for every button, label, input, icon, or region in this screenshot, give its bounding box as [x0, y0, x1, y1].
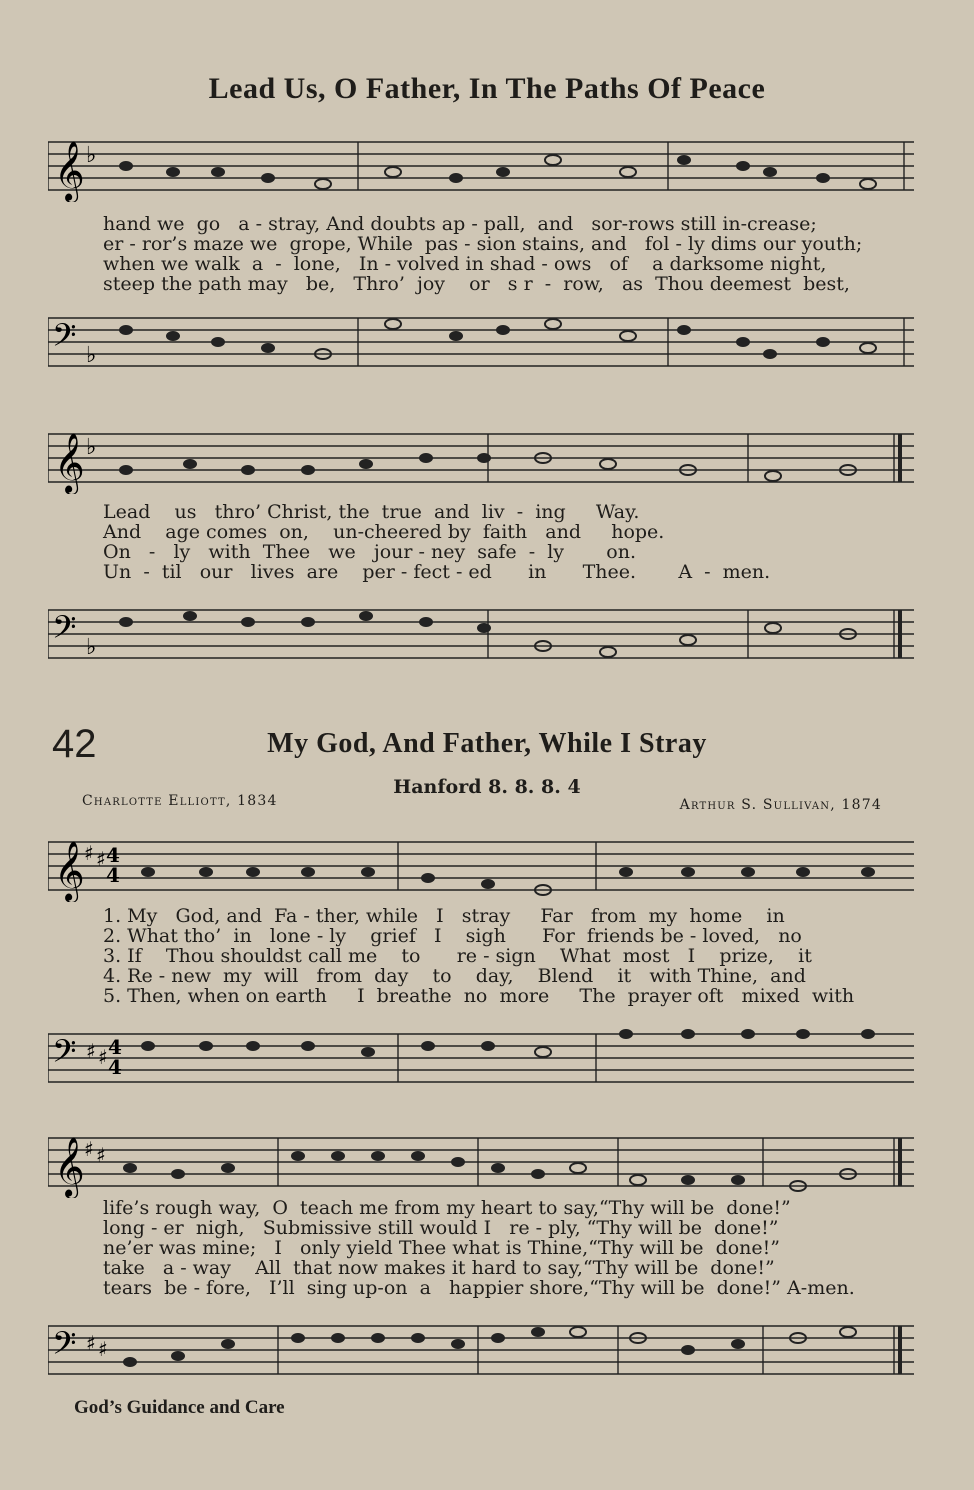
hymn-42-treble-staff-2: [48, 1128, 914, 1198]
svg-text:♭: ♭: [86, 143, 97, 168]
lyric-line: tears be - fore, I’ll sing up-on a happier shore,“Thy will be done!” A-men.: [103, 1277, 855, 1299]
section-footer: God’s Guidance and Care: [74, 1397, 285, 1418]
svg-text:4: 4: [106, 863, 120, 887]
lyric-line: life’s rough way, O teach me from my heart to say,“Thy will be done!”: [103, 1197, 791, 1219]
lyric-line: On - ly with Thee we jour - ney safe - ly on.: [103, 541, 637, 563]
lyric-line: ne’er was mine; I only yield Thee what is Thine,“Thy will be done!”: [103, 1237, 781, 1259]
lyric-line: 5. Then, when on earth I breathe no more The prayer oft mixed with: [103, 985, 855, 1007]
lyric-line: 3. If Thou shouldst call me to re - sign What most I prize, it: [103, 945, 812, 967]
tune-name-meter: Hanford 8. 8. 8. 4: [393, 776, 581, 798]
lyric-line: Lead us thro’ Christ, the true and liv - ing Way.: [103, 501, 640, 523]
svg-text:♯: ♯: [98, 1045, 108, 1069]
lyric-line: 1. My God, and Fa - ther, while I stray Far from my home in: [103, 905, 785, 927]
lyric-line: Un - til our lives are per - fect - ed in Thee. A - men.: [103, 561, 771, 583]
hymn-42-title: My God, And Father, While I Stray: [267, 728, 707, 759]
hymn-42-treble-staff-1: [48, 832, 914, 902]
svg-text:♯: ♯: [96, 847, 106, 871]
hymn-41-bass-staff-1: [48, 308, 914, 378]
hymn-41-treble-staff-2: [48, 424, 914, 494]
hymn-42-lyrics-system-1: [103, 906, 913, 1006]
svg-text:♯: ♯: [86, 1331, 96, 1355]
hymn-41-lyrics-system-2: [103, 502, 913, 582]
svg-text:♯: ♯: [86, 1039, 96, 1063]
svg-text:𝄞: 𝄞: [54, 841, 85, 901]
svg-text:4: 4: [108, 1055, 122, 1079]
lyric-line: hand we go a - stray, And doubts ap - pall, and sor-rows still in-crease;: [103, 213, 817, 235]
svg-text:4: 4: [108, 1035, 122, 1059]
svg-text:𝄢: 𝄢: [52, 1033, 77, 1077]
lyric-line: when we walk a - lone, In - volved in shad - ows of a darksome night,: [103, 253, 827, 275]
hymn-41-lyrics-system-1: [103, 214, 913, 294]
lyric-line: steep the path may be, Thro’ joy or s r - row, as Thou deemest best,: [103, 273, 850, 295]
svg-text:♭: ♭: [86, 635, 97, 660]
hymn-41-treble-staff-1: [48, 132, 914, 202]
svg-text:𝄞: 𝄞: [54, 433, 85, 493]
svg-text:♭: ♭: [86, 343, 97, 368]
svg-text:♯: ♯: [96, 1143, 106, 1167]
lyric-line: er - ror’s maze we grope, While pas - sion stains, and fol - ly dims our youth;: [103, 233, 863, 255]
svg-text:♯: ♯: [84, 841, 94, 865]
composer-credit: Arthur S. Sullivan, 1874: [679, 797, 882, 813]
svg-text:𝄢: 𝄢: [52, 609, 77, 653]
lyric-line: take a - way All that now makes it hard to say,“Thy will be done!”: [103, 1257, 775, 1279]
svg-text:𝄞: 𝄞: [54, 1137, 85, 1197]
svg-text:♭: ♭: [86, 435, 97, 460]
author-credit: Charlotte Elliott, 1834: [82, 793, 278, 809]
lyric-line: 2. What tho’ in lone - ly grief I sigh For friends be - loved, no: [103, 925, 802, 947]
svg-text:♯: ♯: [84, 1137, 94, 1161]
hymn-42-bass-staff-1: [48, 1024, 914, 1094]
svg-text:♯: ♯: [98, 1337, 108, 1361]
lyric-line: 4. Re - new my will from day to day, Blend it with Thine, and: [103, 965, 806, 987]
svg-text:4: 4: [106, 843, 120, 867]
lyric-line: long - er nigh, Submissive still would I re - ply, “Thy will be done!”: [103, 1217, 779, 1239]
svg-text:𝄞: 𝄞: [54, 141, 85, 201]
svg-text:𝄢: 𝄢: [52, 317, 77, 361]
lyric-line: And age comes on, un-cheered by faith and hope.: [103, 521, 665, 543]
hymn-42-lyrics-system-2: [103, 1198, 913, 1298]
hymn-41-bass-staff-2: [48, 600, 914, 670]
hymn-number: 42: [52, 722, 97, 766]
hymn-42-bass-staff-2: [48, 1316, 914, 1386]
hymn-41-title: Lead Us, O Father, In The Paths Of Peace: [208, 72, 766, 105]
svg-text:𝄢: 𝄢: [52, 1325, 77, 1369]
